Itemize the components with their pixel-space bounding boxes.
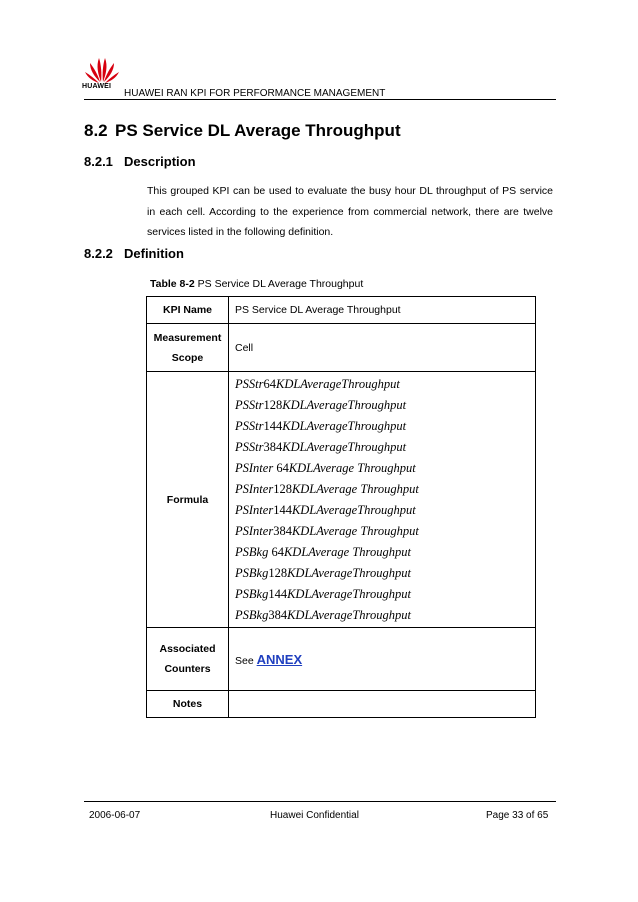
definition-heading	[84, 246, 184, 261]
formula-suffix: KDLAverage Throughput	[291, 481, 419, 496]
footer-page-number	[486, 810, 548, 821]
page-current: 33	[512, 810, 524, 821]
description-heading	[84, 154, 196, 169]
formula-rate: 384	[268, 607, 288, 622]
header-divider	[84, 99, 556, 100]
formula-line	[235, 437, 529, 458]
footer-confidential: Huawei Confidential	[270, 810, 359, 821]
formula-line	[235, 374, 529, 395]
formula-rate: 64	[276, 460, 289, 475]
section-title: PS Service DL Average Throughput	[115, 121, 401, 140]
header-title: HUAWEI RAN KPI FOR PERFORMANCE MANAGEMENT	[124, 88, 386, 99]
formula-rate: 144	[263, 418, 283, 433]
formula-suffix: KDLAverage Throughput	[291, 523, 419, 538]
formula-label: Formula	[147, 372, 229, 628]
huawei-logo	[84, 54, 120, 98]
formula-rate: 384	[263, 439, 283, 454]
section-heading	[84, 121, 401, 141]
formula-suffix: KDLAverageThroughput	[287, 565, 411, 580]
formula-cell	[229, 372, 536, 628]
formula-suffix: KDLAverageThroughput	[275, 376, 400, 391]
page-total: 65	[537, 810, 549, 821]
scope-label-line2: Scope	[171, 351, 204, 364]
annex-link[interactable]: ANNEX	[256, 651, 303, 667]
formula-suffix: KDLAverageThroughput	[291, 502, 416, 517]
formula-line	[235, 584, 529, 605]
formula-suffix: KDLAverage Throughput	[283, 544, 411, 559]
formula-prefix: PSInter	[235, 523, 274, 538]
formula-rate: 64	[263, 376, 276, 391]
formula-suffix: KDLAverageThroughput	[287, 607, 411, 622]
table-caption-label: Table 8-2	[150, 278, 195, 290]
formula-line	[235, 521, 529, 542]
table-caption	[150, 278, 363, 290]
table-row	[147, 628, 536, 691]
page-of: of	[523, 810, 538, 821]
counters-label-line2: Counters	[164, 663, 211, 675]
definition-title: Definition	[124, 246, 184, 261]
table-row	[147, 324, 536, 372]
formula-suffix: KDLAverageThroughput	[287, 586, 411, 601]
formula-rate: 144	[268, 586, 288, 601]
formula-prefix: PSStr	[235, 418, 264, 433]
scope-label-line1: Measurement	[153, 331, 222, 344]
kpi-name-label: KPI Name	[147, 297, 229, 324]
formula-prefix: PSStr	[235, 376, 264, 391]
formula-line	[235, 605, 529, 626]
formula-line	[235, 479, 529, 500]
formula-line	[235, 563, 529, 584]
formula-suffix: KDLAverageThroughput	[282, 397, 407, 412]
formula-prefix: PSInter	[235, 502, 274, 517]
notes-label: Notes	[147, 691, 229, 718]
logo-wordmark: HUAWEI	[82, 83, 112, 90]
formula-rate: 128	[263, 397, 283, 412]
counters-prefix: See	[235, 654, 257, 667]
definition-number: 8.2.2	[84, 246, 113, 261]
formula-prefix: PSBkg	[235, 544, 272, 559]
formula-line	[235, 458, 529, 479]
kpi-table	[146, 296, 536, 718]
formula-rate: 64	[271, 544, 284, 559]
section-number: 8.2	[84, 121, 108, 140]
scope-label	[147, 324, 229, 372]
formula-rate: 128	[268, 565, 288, 580]
formula-prefix: PSBkg	[235, 607, 269, 622]
table-row	[147, 372, 536, 628]
huawei-petals-icon	[84, 54, 120, 84]
description-title: Description	[124, 154, 196, 169]
formula-rate: 128	[273, 481, 292, 496]
formula-prefix: PSBkg	[235, 565, 269, 580]
formula-line	[235, 395, 529, 416]
formula-line	[235, 416, 529, 437]
counters-label-line1: Associated	[159, 643, 216, 655]
formula-list	[235, 374, 529, 626]
footer-date: 2006-06-07	[89, 810, 141, 821]
formula-rate: 384	[273, 523, 292, 538]
formula-line	[235, 500, 529, 521]
formula-line	[235, 542, 529, 563]
formula-prefix: PSStr	[235, 397, 264, 412]
formula-prefix: PSInter	[235, 460, 277, 475]
footer-divider	[84, 801, 556, 802]
description-paragraph: This grouped KPI can be used to evaluate the busy hour DL throughput of PS service in each cell. According to the experience from commercial network, there are twelve services listed in the following definition.	[147, 185, 553, 238]
counters-value	[229, 628, 536, 691]
description-number: 8.2.1	[84, 154, 113, 169]
formula-suffix: KDLAverageThroughput	[282, 439, 407, 454]
kpi-name-value: PS Service DL Average Throughput	[229, 297, 536, 324]
page-header	[84, 54, 556, 100]
formula-rate: 144	[273, 502, 292, 517]
formula-prefix: PSBkg	[235, 586, 269, 601]
table-row	[147, 691, 536, 718]
formula-prefix: PSStr	[235, 439, 264, 454]
table-caption-text: PS Service DL Average Throughput	[194, 278, 364, 290]
notes-value	[229, 691, 536, 718]
formula-prefix: PSInter	[235, 481, 274, 496]
table-row	[147, 297, 536, 324]
page-prefix: Page	[486, 810, 513, 821]
counters-label	[147, 628, 229, 691]
formula-suffix: KDLAverage Throughput	[288, 460, 416, 475]
formula-suffix: KDLAverageThroughput	[282, 418, 407, 433]
scope-value: Cell	[229, 324, 536, 372]
